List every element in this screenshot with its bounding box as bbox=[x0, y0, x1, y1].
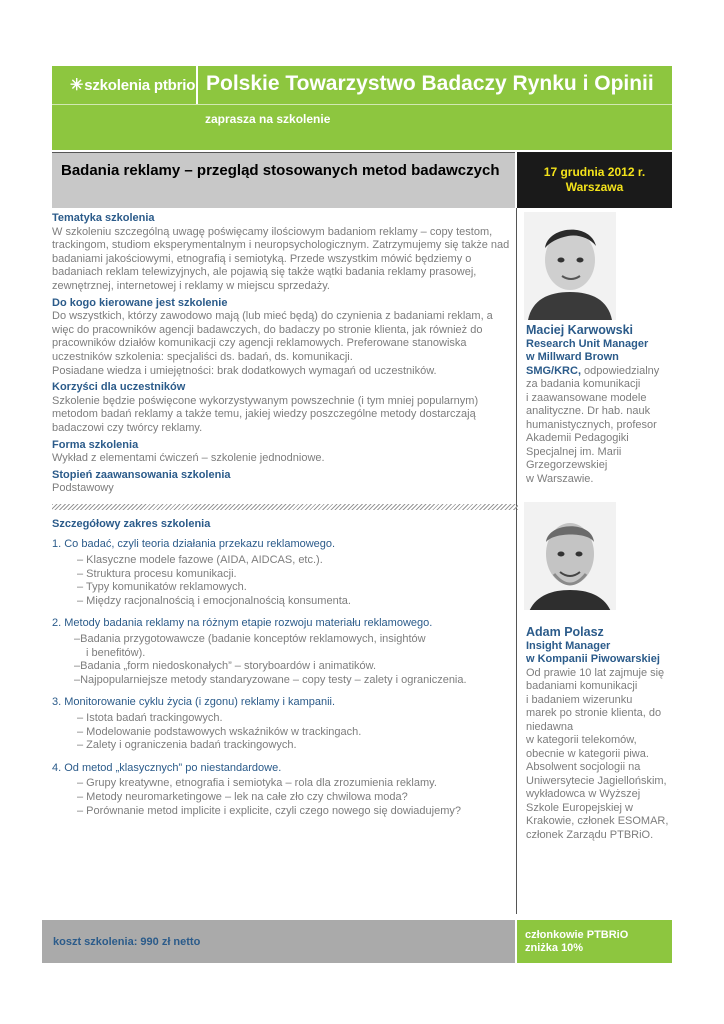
discount-label: zniżka 10% bbox=[525, 942, 584, 954]
trainer-card bbox=[526, 626, 676, 842]
trainer-company: w Kompanii Piwowarskiej bbox=[526, 653, 660, 665]
trainer-desc: i zaawansowane modele bbox=[526, 391, 647, 404]
trainer-card bbox=[526, 324, 676, 486]
list-item: – Metody neuromarketingowe – lek na całe zło czy chwilowa moda? bbox=[77, 790, 408, 803]
course-cost: koszt szkolenia: 990 zł netto bbox=[53, 936, 201, 948]
section-heading: Forma szkolenia bbox=[52, 438, 139, 451]
section-text: Wykład z elementami ćwiczeń – szkolenie jednodniowe. bbox=[52, 452, 325, 465]
list-item: – Między racjonalnością i emocjonalnością konsumenta. bbox=[77, 594, 351, 607]
course-city: Warszawa bbox=[565, 180, 624, 194]
section-text: Posiadane wiedza i umiejętności: brak dodatkowych wymagań od uczestników. bbox=[52, 364, 437, 377]
members-label: członkowie PTBRiO bbox=[525, 929, 629, 941]
trainer-photo bbox=[524, 212, 616, 320]
trainer-photo bbox=[524, 502, 616, 610]
topic-title: 3. Monitorowanie cyklu życia (i zgonu) reklamy i kampanii. bbox=[52, 696, 336, 709]
trainer-desc: za badania komunikacji bbox=[526, 378, 641, 390]
topic-block bbox=[52, 762, 510, 818]
list-item: –Badania przygotowawcze (badanie konceptów reklamowych, insightów bbox=[74, 633, 426, 646]
section-text: Do wszystkich, którzy zawodowo mają (lub mieć będą) do czynienia z badaniami reklam, a więc do pracowników agencji badawczych, do badaczy po stronie klienta, jak również do pracowników działów komunikacji czy agencji reklamowych. Preferowane stanowiska uczestników szkolenia: specjaliści ds. badań, ds. komunikacji. bbox=[52, 310, 493, 363]
header-divider bbox=[52, 104, 672, 105]
list-item: – Zalety i ograniczenia badań trackingowych. bbox=[77, 739, 297, 752]
trainer-desc: niedawna bbox=[526, 720, 574, 733]
logo-text: szkolenia ptbrio bbox=[84, 77, 196, 94]
trainer-desc: badaniami komunikacji bbox=[526, 680, 638, 692]
list-item: – Klasyczne modele fazowe (AIDA, AIDCAS, etc.). bbox=[77, 554, 323, 567]
course-description bbox=[52, 212, 510, 827]
list-item: – Struktura procesu komunikacji. bbox=[77, 567, 237, 580]
topic-block bbox=[52, 696, 510, 752]
topic-block bbox=[52, 617, 510, 687]
list-item: – Grupy kreatywne, etnografia i semiotyka – rola dla zrozumienia reklamy. bbox=[77, 777, 437, 790]
trainer-desc: i badaniem wizerunku bbox=[526, 693, 633, 706]
list-item: i benefitów). bbox=[86, 646, 146, 659]
date-box bbox=[517, 152, 672, 208]
trainer-desc: humanistycznych, profesor bbox=[526, 418, 657, 431]
trainer-desc: Uniwersytecie Jagiellońskim, bbox=[526, 774, 667, 787]
trainer-desc: Grzegorzewskiej bbox=[526, 459, 608, 471]
invite-text: zaprasza na szkolenie bbox=[205, 112, 331, 126]
trainer-company: SMG/KRC, bbox=[526, 364, 581, 377]
asterisk-icon: ✳ bbox=[70, 77, 84, 94]
column-divider bbox=[516, 208, 517, 914]
section-heading: Do kogo kierowane jest szkolenie bbox=[52, 296, 228, 309]
trainer-desc: obecnie w kategorii piwa. bbox=[526, 747, 649, 760]
trainer-desc: w Warszawie. bbox=[526, 472, 594, 485]
portrait-icon bbox=[524, 502, 616, 610]
list-item: – Typy komunikatów reklamowych. bbox=[77, 581, 247, 594]
course-date: 17 grudnia 2012 r. bbox=[543, 165, 646, 179]
trainer-desc: Specjalnej im. Marii bbox=[526, 445, 622, 458]
cost-bar bbox=[42, 920, 515, 963]
trainer-desc: marek po stronie klienta, do bbox=[526, 707, 662, 719]
trainer-desc: Absolwent socjologii na bbox=[526, 761, 641, 773]
trainer-desc: w kategorii telekomów, bbox=[526, 734, 637, 746]
course-title-bar bbox=[52, 152, 515, 208]
trainer-name: Adam Polasz bbox=[526, 625, 604, 639]
topic-title: 4. Od metod „klasycznych” po niestandardowe. bbox=[52, 761, 282, 774]
section-text: Podstawowy bbox=[52, 482, 114, 495]
course-title: Badania reklamy – przegląd stosowanych metod badawczych bbox=[61, 162, 500, 179]
trainer-desc: Akademii Pedagogiki bbox=[526, 432, 629, 444]
portrait-icon bbox=[524, 212, 616, 320]
list-item: – Modelowanie podstawowych wskaźników w trackingach. bbox=[77, 725, 362, 738]
trainer-desc: Szkole Europejskiej w bbox=[526, 801, 633, 814]
list-item: – Porównanie metod implicite i explicite, czyli czego nowego się dowiadujemy? bbox=[77, 804, 461, 817]
logo-mark bbox=[70, 75, 195, 95]
list-item: – Istota badań trackingowych. bbox=[77, 712, 223, 724]
trainer-desc: członek Zarządu PTBRiO. bbox=[526, 828, 654, 841]
logo bbox=[52, 66, 198, 104]
wavy-divider bbox=[52, 504, 518, 510]
trainer-desc: odpowiedzialny bbox=[581, 364, 660, 377]
trainer-desc: Krakowie, członek ESOMAR, bbox=[526, 815, 669, 827]
trainer-role: Research Unit Manager bbox=[526, 337, 649, 350]
section-heading: Stopień zaawansowania szkolenia bbox=[52, 468, 231, 481]
section-text: W szkoleniu szczególną uwagę poświęcamy ilościowym badaniom reklamy – copy testom, trackingom, studiom eksperymentalnym i neuropsychologicznym. Zatrzymujemy się także nad badaniami jakościowymi, etnografią i semiotyką. Przede wszystkim mówić będziemy o badaniach reklam telewizyjnych, ale pojawią się także wątki badania reklamy prasowej, zewnętrznej, internetowej i reklamy w miejscu sprzedaży. bbox=[52, 225, 510, 292]
discount-box bbox=[517, 920, 672, 963]
organization-title: Polskie Towarzystwo Badaczy Rynku i Opinii bbox=[206, 72, 654, 95]
list-item: –Najpopularniejsze metody standaryzowane – copy testy – zalety i ograniczenia. bbox=[74, 673, 467, 686]
trainer-desc: wykładowca w Wyższej bbox=[526, 788, 641, 800]
topic-title: 2. Metody badania reklamy na różnym etapie rozwoju materiału reklamowego. bbox=[52, 617, 433, 630]
trainer-company: w Millward Brown bbox=[526, 351, 619, 363]
detail-heading: Szczegółowy zakres szkolenia bbox=[52, 517, 211, 530]
header-banner bbox=[52, 66, 672, 150]
list-item: –Badania „form niedoskonałych” – storyboardów i animatików. bbox=[74, 660, 377, 673]
trainer-role: Insight Manager bbox=[526, 639, 611, 652]
trainer-desc: analityczne. Dr hab. nauk bbox=[526, 405, 651, 417]
section-heading: Korzyści dla uczestników bbox=[52, 381, 186, 394]
section-text: Szkolenie będzie poświęcone wykorzystywanym powszechnie (i tym mniej popularnym) metodom badań reklamy a także temu, jakiej wiedzy poszczególne metody dostarczają badaczowi czy twórcy reklamy. bbox=[52, 394, 479, 434]
topic-block bbox=[52, 538, 510, 608]
topic-title: 1. Co badać, czyli teoria działania przekazu reklamowego. bbox=[52, 538, 336, 551]
section-heading: Tematyka szkolenia bbox=[52, 212, 155, 224]
trainer-desc: Od prawie 10 lat zajmuje się bbox=[526, 666, 665, 679]
trainer-name: Maciej Karwowski bbox=[526, 323, 633, 337]
